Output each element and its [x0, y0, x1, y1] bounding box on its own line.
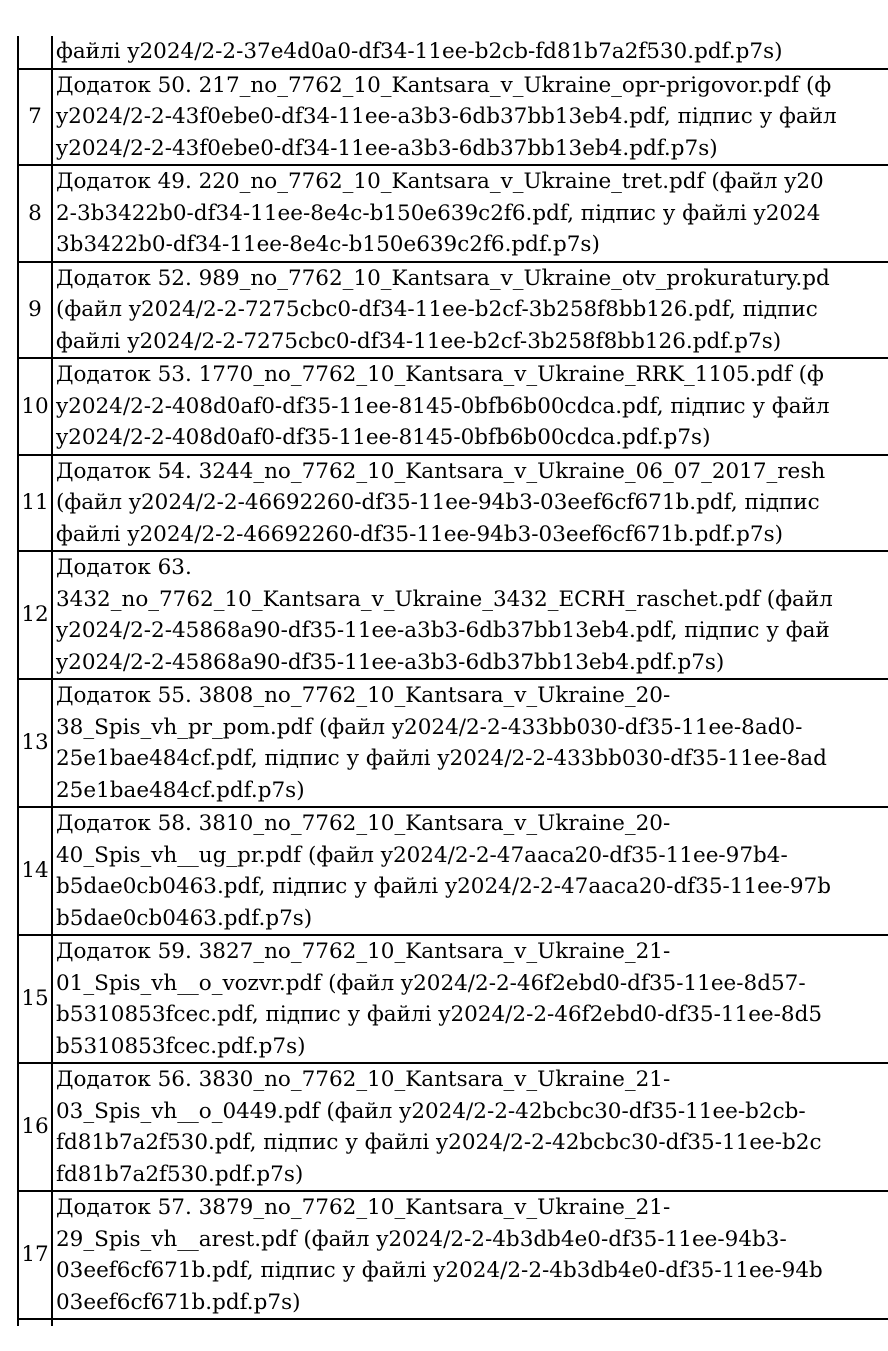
table-row [18, 1191, 888, 1319]
row-description [52, 262, 888, 359]
row-number: 10 [18, 358, 52, 455]
description-line: Додаток 57. 3879_no_7762_10_Kantsara_v_Ukraine_21- [56, 1195, 671, 1220]
description-line: b5dae0cb0463.pdf, підпис у файлі y2024/2-2-47aaca20-df35-11ee-97b [56, 874, 831, 899]
description-line: 3b3422b0-df34-11ee-8e4c-b150e639c2f6.pdf.p7s) [56, 232, 600, 257]
description-line: 38_Spis_vh_pr_pom.pdf (файл y2024/2-2-433bb030-df35-11ee-8ad0- [56, 714, 803, 740]
description-line: 03eef6cf671b.pdf.p7s) [56, 1289, 301, 1315]
row-number: 15 [18, 935, 52, 1063]
description-line: Додаток 49. 220_no_7762_10_Kantsara_v_Ukraine_tret.pdf (файл y20 [56, 169, 824, 194]
annex-table [17, 36, 888, 1326]
table-row [18, 1063, 888, 1191]
row-description [52, 455, 888, 552]
row-number: 7 [18, 69, 52, 166]
description-line: fd81b7a2f530.pdf.p7s) [56, 1161, 304, 1187]
description-line: y2024/2-2-408d0af0-df35-11ee-8145-0bfb6b00cdca.pdf.p7s) [56, 425, 711, 450]
description-line: b5310853fcec.pdf.p7s) [56, 1033, 306, 1059]
row-number: 14 [18, 807, 52, 935]
table-row-empty [18, 1319, 888, 1326]
row-number: 17 [18, 1191, 52, 1319]
row-description [52, 807, 888, 935]
description-line: 25e1bae484cf.pdf, підпис у файлі y2024/2-2-433bb030-df35-11ee-8ad [56, 746, 827, 771]
row-number: 8 [18, 165, 52, 262]
description-line: файлі y2024/2-2-37e4d0a0-df34-11ee-b2cb-fd81b7a2f530.pdf.p7s) [56, 39, 783, 64]
description-line: 2-3b3422b0-df34-11ee-8e4c-b150e639c2f6.pdf, підпис у файлі y2024 [56, 200, 821, 226]
table-row [18, 165, 888, 262]
row-description [52, 69, 888, 166]
description-line: 03eef6cf671b.pdf, підпис у файлі y2024/2-2-4b3db4e0-df35-11ee-94b [56, 1258, 823, 1283]
description-line: файлі y2024/2-2-46692260-df35-11ee-94b3-03eef6cf671b.pdf.p7s) [56, 521, 784, 547]
description-line: Додаток 58. 3810_no_7762_10_Kantsara_v_Ukraine_20- [56, 811, 671, 836]
row-description [52, 1063, 888, 1191]
table-row [18, 358, 888, 455]
row-number: 12 [18, 551, 52, 679]
row-number: 11 [18, 455, 52, 552]
description-line: y2024/2-2-43f0ebe0-df34-11ee-a3b3-6db37bb13eb4.pdf.p7s) [56, 135, 718, 161]
table-row [18, 551, 888, 679]
row-number [18, 36, 52, 69]
description-line: (файл y2024/2-2-7275cbc0-df34-11ee-b2cf-3b258f8bb126.pdf, підпис [56, 297, 818, 322]
description-line: Додаток 56. 3830_no_7762_10_Kantsara_v_Ukraine_21- [56, 1067, 671, 1092]
description-line: y2024/2-2-408d0af0-df35-11ee-8145-0bfb6b00cdca.pdf, підпис у файл [56, 393, 830, 419]
row-number-cell [18, 1319, 52, 1326]
description-line: Додаток 52. 989_no_7762_10_Kantsara_v_Ukraine_otv_prokuratury.pd [56, 265, 830, 291]
table-row [18, 69, 888, 166]
description-line: y2024/2-2-45868a90-df35-11ee-a3b3-6db37bb13eb4.pdf.p7s) [56, 649, 725, 675]
description-line: 3432_no_7762_10_Kantsara_v_Ukraine_3432_ECRH_raschet.pdf (файл [56, 586, 833, 612]
row-description [52, 551, 888, 679]
description-line: 03_Spis_vh__o_0449.pdf (файл y2024/2-2-42bcbc30-df35-11ee-b2cb- [56, 1098, 806, 1124]
description-line: y2024/2-2-43f0ebe0-df34-11ee-a3b3-6db37bb13eb4.pdf, підпис у файл [56, 104, 837, 129]
table-row [18, 935, 888, 1063]
table-row [18, 807, 888, 935]
row-description [52, 165, 888, 262]
row-description [52, 1191, 888, 1319]
description-line: 29_Spis_vh__arest.pdf (файл y2024/2-2-4b3db4e0-df35-11ee-94b3- [56, 1226, 787, 1252]
description-line: Додаток 55. 3808_no_7762_10_Kantsara_v_Ukraine_20- [56, 683, 671, 708]
row-description [52, 935, 888, 1063]
row-number: 13 [18, 679, 52, 807]
description-line: Додаток 54. 3244_no_7762_10_Kantsara_v_Ukraine_06_07_2017_resh [56, 458, 826, 484]
description-line: b5dae0cb0463.pdf.p7s) [56, 905, 313, 931]
description-line: Додаток 53. 1770_no_7762_10_Kantsara_v_Ukraine_RRK_1105.pdf (ф [56, 362, 824, 387]
row-description-cell [52, 1319, 888, 1326]
row-description [52, 679, 888, 807]
description-line: 01_Spis_vh__o_vozvr.pdf (файл y2024/2-2-46f2ebd0-df35-11ee-8d57- [56, 970, 806, 996]
document-page [17, 36, 888, 1326]
description-line: Додаток 50. 217_no_7762_10_Kantsara_v_Ukraine_opr-prigovor.pdf (ф [56, 72, 832, 98]
row-number: 16 [18, 1063, 52, 1191]
description-line: Додаток 63. [56, 555, 192, 580]
description-line: Додаток 59. 3827_no_7762_10_Kantsara_v_Ukraine_21- [56, 939, 671, 964]
description-line: y2024/2-2-45868a90-df35-11ee-a3b3-6db37bb13eb4.pdf, підпис у фай [56, 618, 830, 643]
description-line: fd81b7a2f530.pdf, підпис у файлі y2024/2-2-42bcbc30-df35-11ee-b2c [56, 1130, 822, 1155]
table-row [18, 262, 888, 359]
description-line: 40_Spis_vh__ug_pr.pdf (файл y2024/2-2-47aaca20-df35-11ee-97b4- [56, 842, 788, 868]
row-description [52, 358, 888, 455]
description-line: (файл y2024/2-2-46692260-df35-11ee-94b3-03eef6cf671b.pdf, підпис [56, 490, 820, 515]
table-row [18, 679, 888, 807]
annex-table-body [18, 36, 888, 1326]
description-line: b5310853fcec.pdf, підпис у файлі y2024/2-2-46f2ebd0-df35-11ee-8d5 [56, 1002, 823, 1027]
table-row [18, 36, 888, 69]
description-line: файлі y2024/2-2-7275cbc0-df34-11ee-b2cf-3b258f8bb126.pdf.p7s) [56, 328, 782, 354]
table-row [18, 455, 888, 552]
row-description [52, 36, 888, 69]
row-number: 9 [18, 262, 52, 359]
description-line: 25e1bae484cf.pdf.p7s) [56, 777, 305, 803]
